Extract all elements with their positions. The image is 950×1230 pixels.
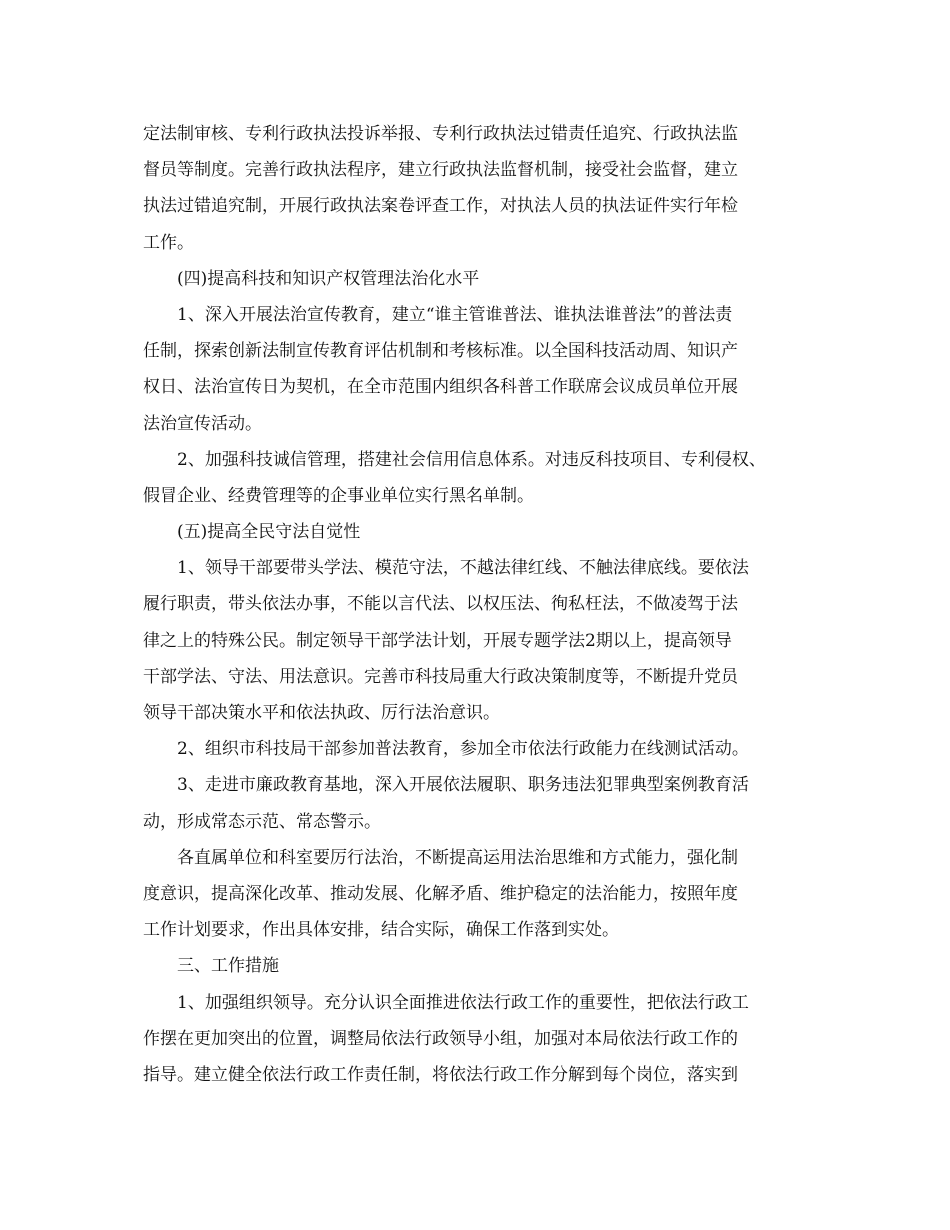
text-line: 工作计划要求，作出具体安排，结合实际，确保工作落到实处。 bbox=[143, 920, 619, 941]
text-line: 任制，探索创新法制宣传教育评估机制和考核标准。以全国科技活动周、知识产 bbox=[143, 341, 738, 362]
text-line: 作摆在更加突出的位置，调整局依法行政领导小组，加强对本局依法行政工作的 bbox=[143, 1028, 738, 1049]
text-line: 指导。建立健全依法行政工作责任制，将依法行政工作分解到每个岗位，落实到 bbox=[143, 1064, 738, 1085]
section-heading: (五)提高全民守法自觉性 bbox=[177, 522, 361, 543]
text-line: 各直属单位和科室要厉行法治，不断提高运用法治思维和方式能力，强化制 bbox=[177, 847, 738, 868]
text-line: 1、深入开展法治宣传教育，建立“谁主管谁普法、谁执法谁普法”的普法责 bbox=[177, 304, 733, 325]
text-line: 2、组织市科技局干部参加普法教育，参加全市依法行政能力在线测试活动。 bbox=[177, 739, 749, 760]
text-line: 假冒企业、经费管理等的企事业单位实行黑名单制。 bbox=[143, 485, 534, 506]
text-line: 领导干部决策水平和依法执政、厉行法治意识。 bbox=[143, 703, 500, 723]
text-line: 3、走进市廉政教育基地，深入开展依法履职、职务违法犯罪典型案例教育活 bbox=[177, 775, 749, 796]
text-line: 度意识，提高深化改革、推动发展、化解矛盾、维护稳定的法治能力，按照年度 bbox=[143, 883, 738, 904]
text-line: 律之上的特殊公民。制定领导干部学法计划，开展专题学法2期以上，提高领导 bbox=[143, 630, 732, 651]
text-line: 工作。 bbox=[143, 232, 194, 253]
document-body bbox=[143, 116, 823, 1093]
text-line: 执法过错追究制，开展行政执法案卷评查工作，对执法人员的执法证件实行年检 bbox=[143, 196, 738, 217]
text-line: 督员等制度。完善行政执法程序，建立行政执法监督机制，接受社会监督，建立 bbox=[143, 160, 738, 181]
text-line: 履行职责，带头依法办事，不能以言代法、以权压法、徇私枉法，不做凌驾于法 bbox=[143, 594, 738, 615]
text-line: 法治宣传活动。 bbox=[143, 413, 262, 434]
text-line: 1、领导干部要带头学法、模范守法，不越法律红线、不触法律底线。要依法 bbox=[177, 558, 749, 579]
section-heading: 三、工作措施 bbox=[177, 956, 279, 977]
text-line: 权日、法治宣传日为契机，在全市范围内组织各科普工作联席会议成员单位开展 bbox=[143, 377, 738, 398]
text-line: 1、加强组织领导。充分认识全面推进依法行政工作的重要性，把依法行政工 bbox=[177, 992, 749, 1013]
section-heading: (四)提高科技和知识产权管理法治化水平 bbox=[177, 268, 480, 289]
text-line: 2、加强科技诚信管理，搭建社会信用信息体系。对违反科技项目、专利侵权、 bbox=[177, 449, 766, 470]
text-line: 定法制审核、专利行政执法投诉举报、专利行政执法过错责任追究、行政执法监 bbox=[143, 124, 738, 144]
text-line: 动，形成常态示范、常态警示。 bbox=[143, 811, 381, 832]
text-line: 干部学法、守法、用法意识。完善市科技局重大行政决策制度等，不断提升党员 bbox=[143, 666, 738, 687]
